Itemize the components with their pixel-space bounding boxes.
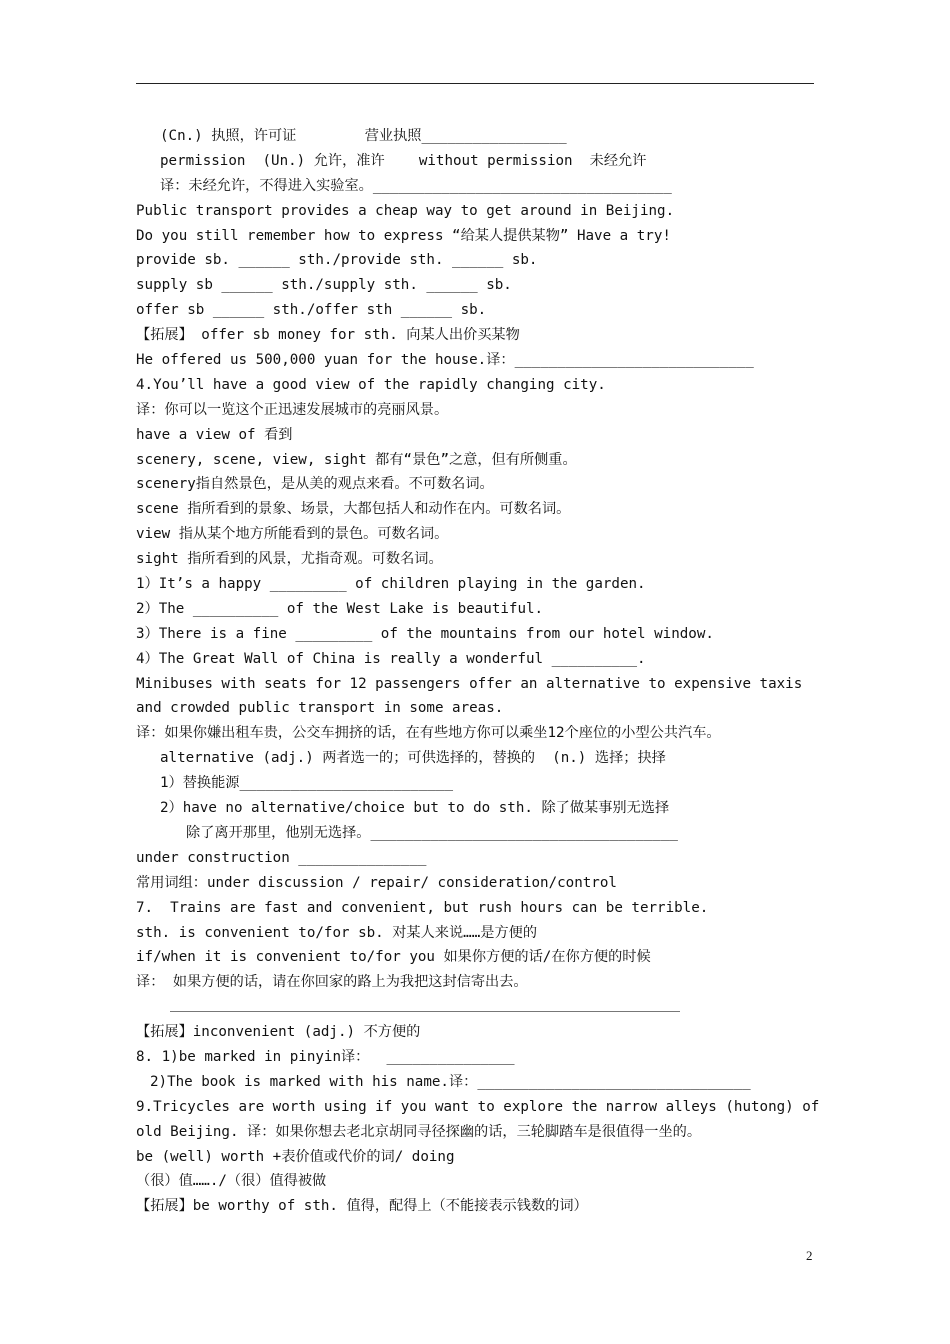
page-number: 2: [806, 1248, 813, 1263]
document-body: [136, 124, 820, 1219]
text-line: view 指从某个地方所能看到的景色。可数名词。: [136, 526, 449, 543]
text-line: 译： 如果方便的话，请在你回家的路上为我把这封信寄出去。: [136, 974, 528, 991]
text-line: 4）The Great Wall of China is really a wonderful __________.: [136, 650, 646, 667]
text-line: 译：你可以一览这个正迅速发展城市的亮丽风景。: [136, 401, 449, 418]
text-line: scenery, scene, view, sight 都有“景色”之意，但有所侧重。: [136, 451, 577, 468]
text-line: if/when it is convenient to/for you 如果你方便的话/在你方便的时候: [136, 949, 651, 966]
text-line: old Beijing. 译：如果你想去老北京胡同寻径探幽的话，三轮脚踏车是很值得一坐的。: [136, 1123, 702, 1140]
text-line: supply sb ______ sth./supply sth. ______ sb.: [136, 277, 512, 294]
text-line: be (well) worth +表价值或代价的词/ doing: [136, 1148, 455, 1165]
text-line: offer sb ______ sth./offer sth ______ sb.: [136, 302, 487, 319]
text-line: provide sb. ______ sth./provide sth. ______ sb.: [136, 252, 538, 269]
text-line: 除了离开那里，他别无选择。____________________________________: [186, 824, 678, 841]
text-line: sth. is convenient to/for sb. 对某人来说……是方便的: [136, 924, 538, 941]
header-rule: [136, 83, 814, 84]
text-line: 【拓展】inconvenient (adj.) 不方便的: [136, 1024, 421, 1041]
answer-blank-line: [136, 995, 816, 1020]
text-line: 译：未经允许，不得进入实验室。___________________________________: [160, 177, 672, 194]
text-line: 8. 1)be marked in pinyin译： _______________: [136, 1048, 515, 1065]
text-line: sight 指所看到的风景，尤指奇观。可数名词。: [136, 551, 443, 568]
text-line: 3）There is a fine _________ of the mountains from our hotel window.: [136, 625, 714, 642]
text-line: Do you still remember how to express “给某人提供某物” Have a try!: [136, 227, 671, 244]
text-line: scene 指所看到的景象、场景，大都包括人和动作在内。可数名词。: [136, 501, 571, 518]
text-line: 常用词组：under discussion / repair/ consideration/control: [136, 874, 617, 891]
text-line: 2）The __________ of the West Lake is beautiful.: [136, 600, 544, 617]
text-line: He offered us 500,000 yuan for the house.译：____________________________: [136, 352, 754, 369]
text-line: Minibuses with seats for 12 passengers offer an alternative to expensive taxis: [136, 675, 803, 692]
text-line: and crowded public transport in some areas.: [136, 700, 504, 717]
text-line: 1）替换能源_________________________: [160, 775, 454, 792]
text-line: 译：如果你嫌出租车贵，公交车拥挤的话，在有些地方你可以乘坐12个座位的小型公共汽车。: [136, 725, 721, 742]
text-line: 9.Tricycles are worth using if you want to explore the narrow alleys (hutong) of: [136, 1098, 820, 1115]
text-line: Public transport provides a cheap way to get around in Beijing.: [136, 202, 675, 219]
text-line: 1）It’s a happy _________ of children playing in the garden.: [136, 576, 646, 593]
text-line: 2)The book is marked with his name.译：________________________________: [150, 1073, 751, 1090]
text-line: 7. Trains are fast and convenient, but rush hours can be terrible.: [136, 899, 709, 916]
text-line: 【拓展】be worthy of sth. 值得，配得上（不能接表示钱数的词）: [136, 1198, 588, 1215]
text-line: 4.You’ll have a good view of the rapidly changing city.: [136, 376, 606, 393]
text-line: 【拓展】 offer sb money for sth. 向某人出价买某物: [136, 327, 520, 344]
text-line: 2）have no alternative/choice but to do sth. 除了做某事别无选择: [160, 800, 670, 817]
text-line: under construction _______________: [136, 849, 427, 866]
text-line: have a view of 看到: [136, 426, 293, 443]
text-line: alternative (adj.) 两者选一的；可供选择的，替换的 (n.) 选择；抉择: [160, 750, 666, 767]
text-line: （很）值……./（很）值得被做: [136, 1173, 327, 1190]
text-line: scenery指自然景色，是从美的观点来看。不可数名词。: [136, 476, 494, 493]
text-line: permission (Un.) 允许，准许 without permission 未经允许: [160, 152, 647, 169]
text-line: (Cn.) 执照，许可证 营业执照_________________: [160, 128, 567, 144]
